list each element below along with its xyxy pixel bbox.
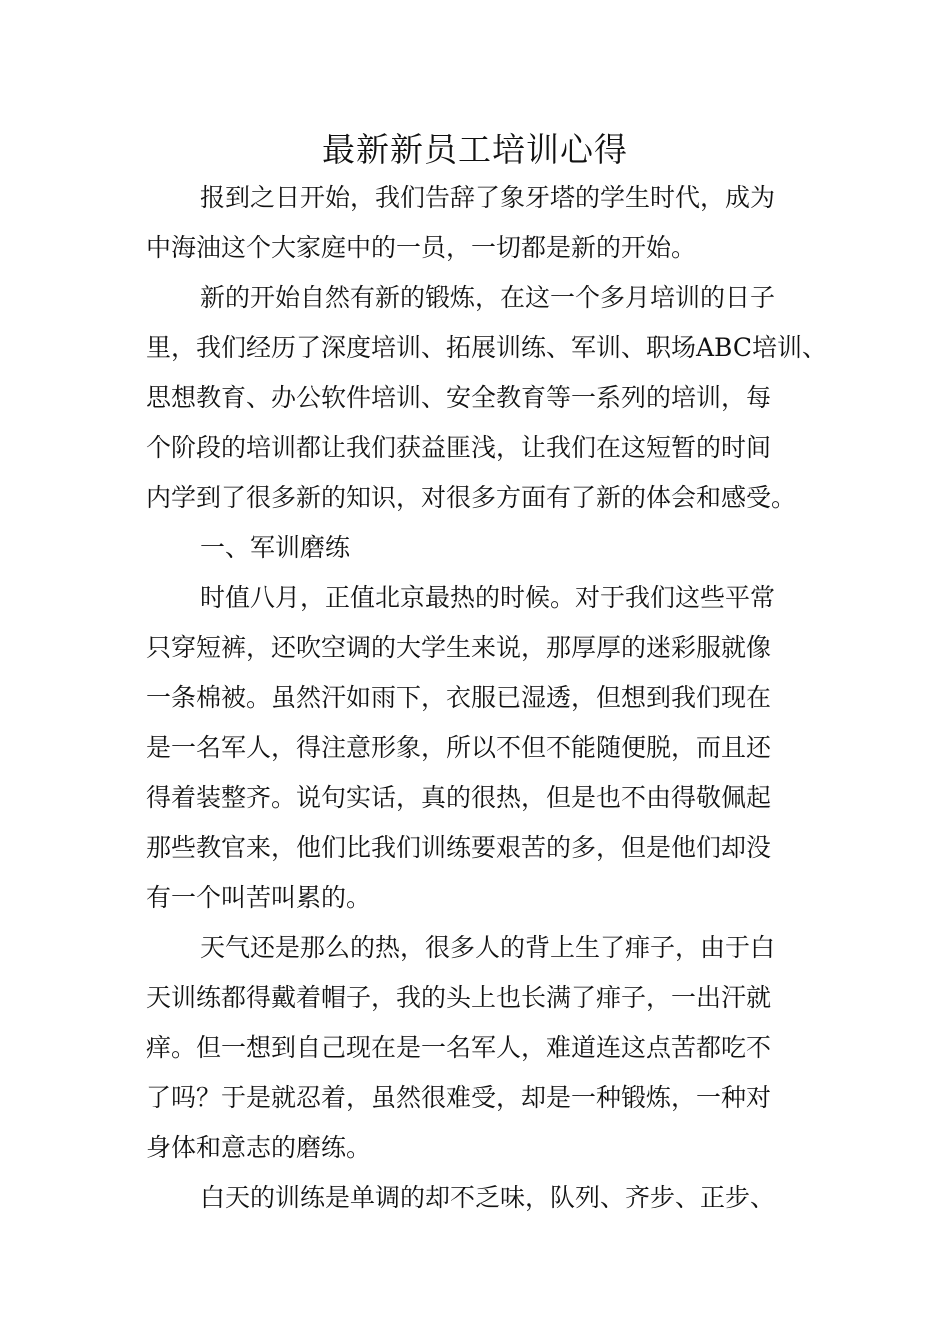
text-line: 报到之日开始，我们告辞了象牙塔的学生时代，成为 xyxy=(200,183,776,212)
text-line: 是一名军人，得注意形象，所以不但不能随便脱，而且还 xyxy=(146,733,772,762)
text-line: 里，我们经历了深度培训、拓展训练、军训、职场ABC培训、 xyxy=(146,333,828,362)
document-title: 最新新员工培训心得 xyxy=(322,130,628,169)
text-line: 有一个叫苦叫累的。 xyxy=(146,883,372,912)
text-line: 得着装整齐。说句实话，真的很热，但是也不由得敬佩起 xyxy=(146,783,772,812)
text-line: 时值八月，正值北京最热的时候。对于我们这些平常 xyxy=(200,583,776,612)
text-line: 天训练都得戴着帽子，我的头上也长满了痱子，一出汗就 xyxy=(146,983,772,1012)
text-line: 内学到了很多新的知识，对很多方面有了新的体会和感受。 xyxy=(146,483,797,512)
text-line: 天气还是那么的热，很多人的背上生了痱子，由于白 xyxy=(200,933,776,962)
text-line: 身体和意志的磨练。 xyxy=(146,1133,372,1162)
text-line: 中海油这个大家庭中的一员，一切都是新的开始。 xyxy=(146,233,697,262)
text-line: 个阶段的培训都让我们获益匪浅，让我们在这短暂的时间 xyxy=(146,433,772,462)
section-heading: 一、军训磨练 xyxy=(200,533,351,562)
text-line: 那些教官来，他们比我们训练要艰苦的多，但是他们却没 xyxy=(146,833,772,862)
text-line: 了吗？于是就忍着，虽然很难受，却是一种锻炼，一种对 xyxy=(146,1083,772,1112)
text-line: 一条棉被。虽然汗如雨下，衣服已湿透，但想到我们现在 xyxy=(146,683,772,712)
text-line: 新的开始自然有新的锻炼，在这一个多月培训的日子 xyxy=(200,283,776,312)
text-line: 只穿短裤，还吹空调的大学生来说，那厚厚的迷彩服就像 xyxy=(146,633,772,662)
text-line: 思想教育、办公软件培训、安全教育等一系列的培训，每 xyxy=(146,383,772,412)
text-line: 白天的训练是单调的却不乏味，队列、齐步、正步、 xyxy=(200,1183,776,1212)
text-line: 痒。但一想到自己现在是一名军人，难道连这点苦都吃不 xyxy=(146,1033,772,1062)
